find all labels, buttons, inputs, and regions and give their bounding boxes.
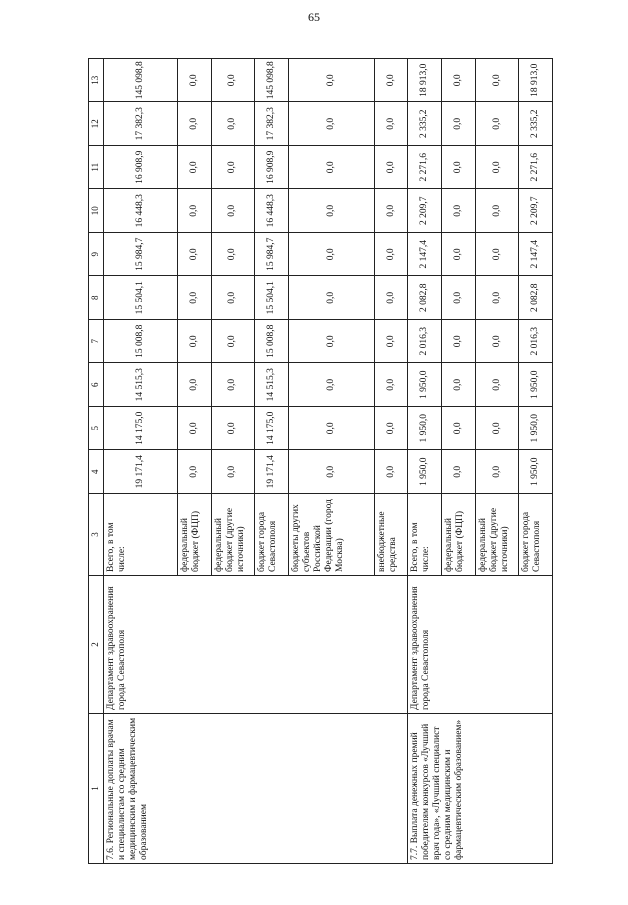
column-number-2: 2: [89, 576, 104, 714]
value-cell: 15 984,7: [254, 233, 288, 277]
value-cell: 0,0: [442, 59, 476, 103]
value-cell: 14 515,3: [103, 363, 178, 407]
value-cell: 16 908,9: [254, 146, 288, 190]
funding-source-cell: бюджет города Севастополя: [519, 494, 553, 576]
column-number-6: 6: [89, 363, 104, 407]
value-cell: 0,0: [178, 146, 212, 190]
value-cell: 19 171,4: [103, 450, 178, 494]
funding-source-cell: внебюджетные средства: [374, 494, 408, 576]
value-cell: 15 008,8: [254, 320, 288, 364]
value-cell: 0,0: [476, 233, 519, 277]
table-body: [89, 59, 553, 864]
value-cell: 0,0: [178, 450, 212, 494]
executor-cell: Департамент здравоохранения города Севастополя: [103, 576, 408, 714]
value-cell: 16 448,3: [103, 189, 178, 233]
value-cell: 2 016,3: [519, 320, 553, 364]
value-cell: 0,0: [288, 320, 374, 364]
value-cell: 17 382,3: [254, 102, 288, 146]
value-cell: 0,0: [178, 407, 212, 451]
value-cell: 18 913,0: [408, 59, 442, 103]
funding-source-cell: бюджет города Севастополя: [254, 494, 288, 576]
value-cell: 0,0: [374, 363, 408, 407]
value-cell: 0,0: [374, 59, 408, 103]
executor-cell: Департамент здравоохранения города Севастополя: [408, 576, 553, 714]
value-cell: 2 335,2: [519, 102, 553, 146]
value-cell: 2 082,8: [408, 276, 442, 320]
value-cell: 0,0: [442, 363, 476, 407]
value-cell: 0,0: [374, 102, 408, 146]
funding-source-cell: бюджеты других субъектов Российской Федерации (город Москва): [288, 494, 374, 576]
value-cell: 0,0: [178, 276, 212, 320]
value-cell: 0,0: [374, 450, 408, 494]
value-cell: 0,0: [374, 189, 408, 233]
value-cell: 0,0: [288, 233, 374, 277]
column-number-11: 11: [89, 146, 104, 190]
value-cell: 145 098,8: [103, 59, 178, 103]
value-cell: 1 950,0: [519, 407, 553, 451]
value-cell: 17 382,3: [103, 102, 178, 146]
value-cell: 1 950,0: [408, 363, 442, 407]
value-cell: 0,0: [178, 59, 212, 103]
value-cell: 2 147,4: [519, 233, 553, 277]
value-cell: 15 504,1: [254, 276, 288, 320]
value-cell: 0,0: [178, 233, 212, 277]
value-cell: 0,0: [288, 102, 374, 146]
value-cell: 0,0: [476, 59, 519, 103]
value-cell: 0,0: [476, 102, 519, 146]
value-cell: 0,0: [288, 407, 374, 451]
value-cell: 0,0: [442, 189, 476, 233]
value-cell: 2 209,7: [408, 189, 442, 233]
value-cell: 0,0: [442, 146, 476, 190]
value-cell: 0,0: [442, 450, 476, 494]
value-cell: 0,0: [374, 276, 408, 320]
value-cell: 2 335,2: [408, 102, 442, 146]
table-row: [103, 59, 178, 864]
value-cell: 0,0: [212, 146, 255, 190]
value-cell: 0,0: [212, 407, 255, 451]
column-number-9: 9: [89, 233, 104, 277]
value-cell: 2 209,7: [519, 189, 553, 233]
page-number: 65: [308, 10, 320, 24]
column-number-7: 7: [89, 320, 104, 364]
value-cell: 2 271,6: [408, 146, 442, 190]
value-cell: 0,0: [476, 450, 519, 494]
funding-source-cell: федеральный бюджет (ФЦП): [442, 494, 476, 576]
value-cell: 0,0: [178, 320, 212, 364]
value-cell: 0,0: [476, 407, 519, 451]
value-cell: 0,0: [178, 189, 212, 233]
value-cell: 0,0: [442, 233, 476, 277]
value-cell: 0,0: [288, 450, 374, 494]
measure-cell: 7.7. Выплата денежных премий победителям конкурсов «Лучший врач года», «Лучший специалист со средним медицинским и фармацевтическим образованием»: [408, 714, 553, 864]
value-cell: 0,0: [288, 59, 374, 103]
value-cell: 0,0: [288, 146, 374, 190]
table-row: [408, 59, 442, 864]
value-cell: 14 515,3: [254, 363, 288, 407]
value-cell: 0,0: [212, 276, 255, 320]
value-cell: 0,0: [374, 320, 408, 364]
value-cell: 14 175,0: [254, 407, 288, 451]
value-cell: 0,0: [476, 276, 519, 320]
value-cell: 0,0: [476, 146, 519, 190]
funding-source-cell: федеральный бюджет (ФЦП): [178, 494, 212, 576]
value-cell: 0,0: [442, 320, 476, 364]
column-number-row: [89, 59, 104, 864]
column-number-1: 1: [89, 714, 104, 864]
value-cell: 2 082,8: [519, 276, 553, 320]
value-cell: 0,0: [178, 102, 212, 146]
column-number-10: 10: [89, 189, 104, 233]
value-cell: 2 016,3: [408, 320, 442, 364]
value-cell: 0,0: [288, 363, 374, 407]
column-number-5: 5: [89, 407, 104, 451]
value-cell: 0,0: [476, 320, 519, 364]
value-cell: 0,0: [212, 189, 255, 233]
value-cell: 1 950,0: [408, 407, 442, 451]
column-number-8: 8: [89, 276, 104, 320]
value-cell: 1 950,0: [408, 450, 442, 494]
value-cell: 2 271,6: [519, 146, 553, 190]
value-cell: 14 175,0: [103, 407, 178, 451]
funding-source-cell: федеральный бюджет (другие источники): [476, 494, 519, 576]
value-cell: 0,0: [178, 363, 212, 407]
value-cell: 18 913,0: [519, 59, 553, 103]
value-cell: 0,0: [374, 146, 408, 190]
value-cell: 0,0: [374, 407, 408, 451]
value-cell: 15 984,7: [103, 233, 178, 277]
column-number-3: 3: [89, 494, 104, 576]
value-cell: 0,0: [212, 450, 255, 494]
value-cell: 2 147,4: [408, 233, 442, 277]
value-cell: 0,0: [288, 189, 374, 233]
budget-table-rotated: [88, 59, 553, 864]
budget-table: [88, 58, 553, 864]
value-cell: 16 448,3: [254, 189, 288, 233]
value-cell: 0,0: [288, 276, 374, 320]
funding-source-cell: Всего, в том числе:: [103, 494, 178, 576]
measure-cell: 7.6. Региональные доплаты врачам и специалистам со средним медицинским и фармацевтическим образованием: [103, 714, 408, 864]
value-cell: 15 008,8: [103, 320, 178, 364]
value-cell: 16 908,9: [103, 146, 178, 190]
value-cell: 0,0: [212, 102, 255, 146]
value-cell: 0,0: [212, 320, 255, 364]
value-cell: 145 098,8: [254, 59, 288, 103]
value-cell: 0,0: [212, 363, 255, 407]
value-cell: 0,0: [442, 407, 476, 451]
funding-source-cell: федеральный бюджет (другие источники): [212, 494, 255, 576]
value-cell: 1 950,0: [519, 450, 553, 494]
column-number-13: 13: [89, 59, 104, 103]
funding-source-cell: Всего, в том числе:: [408, 494, 442, 576]
value-cell: 0,0: [374, 233, 408, 277]
value-cell: 0,0: [442, 102, 476, 146]
value-cell: 0,0: [442, 276, 476, 320]
column-number-12: 12: [89, 102, 104, 146]
value-cell: 0,0: [476, 189, 519, 233]
column-number-4: 4: [89, 450, 104, 494]
value-cell: 15 504,1: [103, 276, 178, 320]
value-cell: 1 950,0: [519, 363, 553, 407]
value-cell: 0,0: [212, 233, 255, 277]
value-cell: 0,0: [476, 363, 519, 407]
value-cell: 19 171,4: [254, 450, 288, 494]
value-cell: 0,0: [212, 59, 255, 103]
